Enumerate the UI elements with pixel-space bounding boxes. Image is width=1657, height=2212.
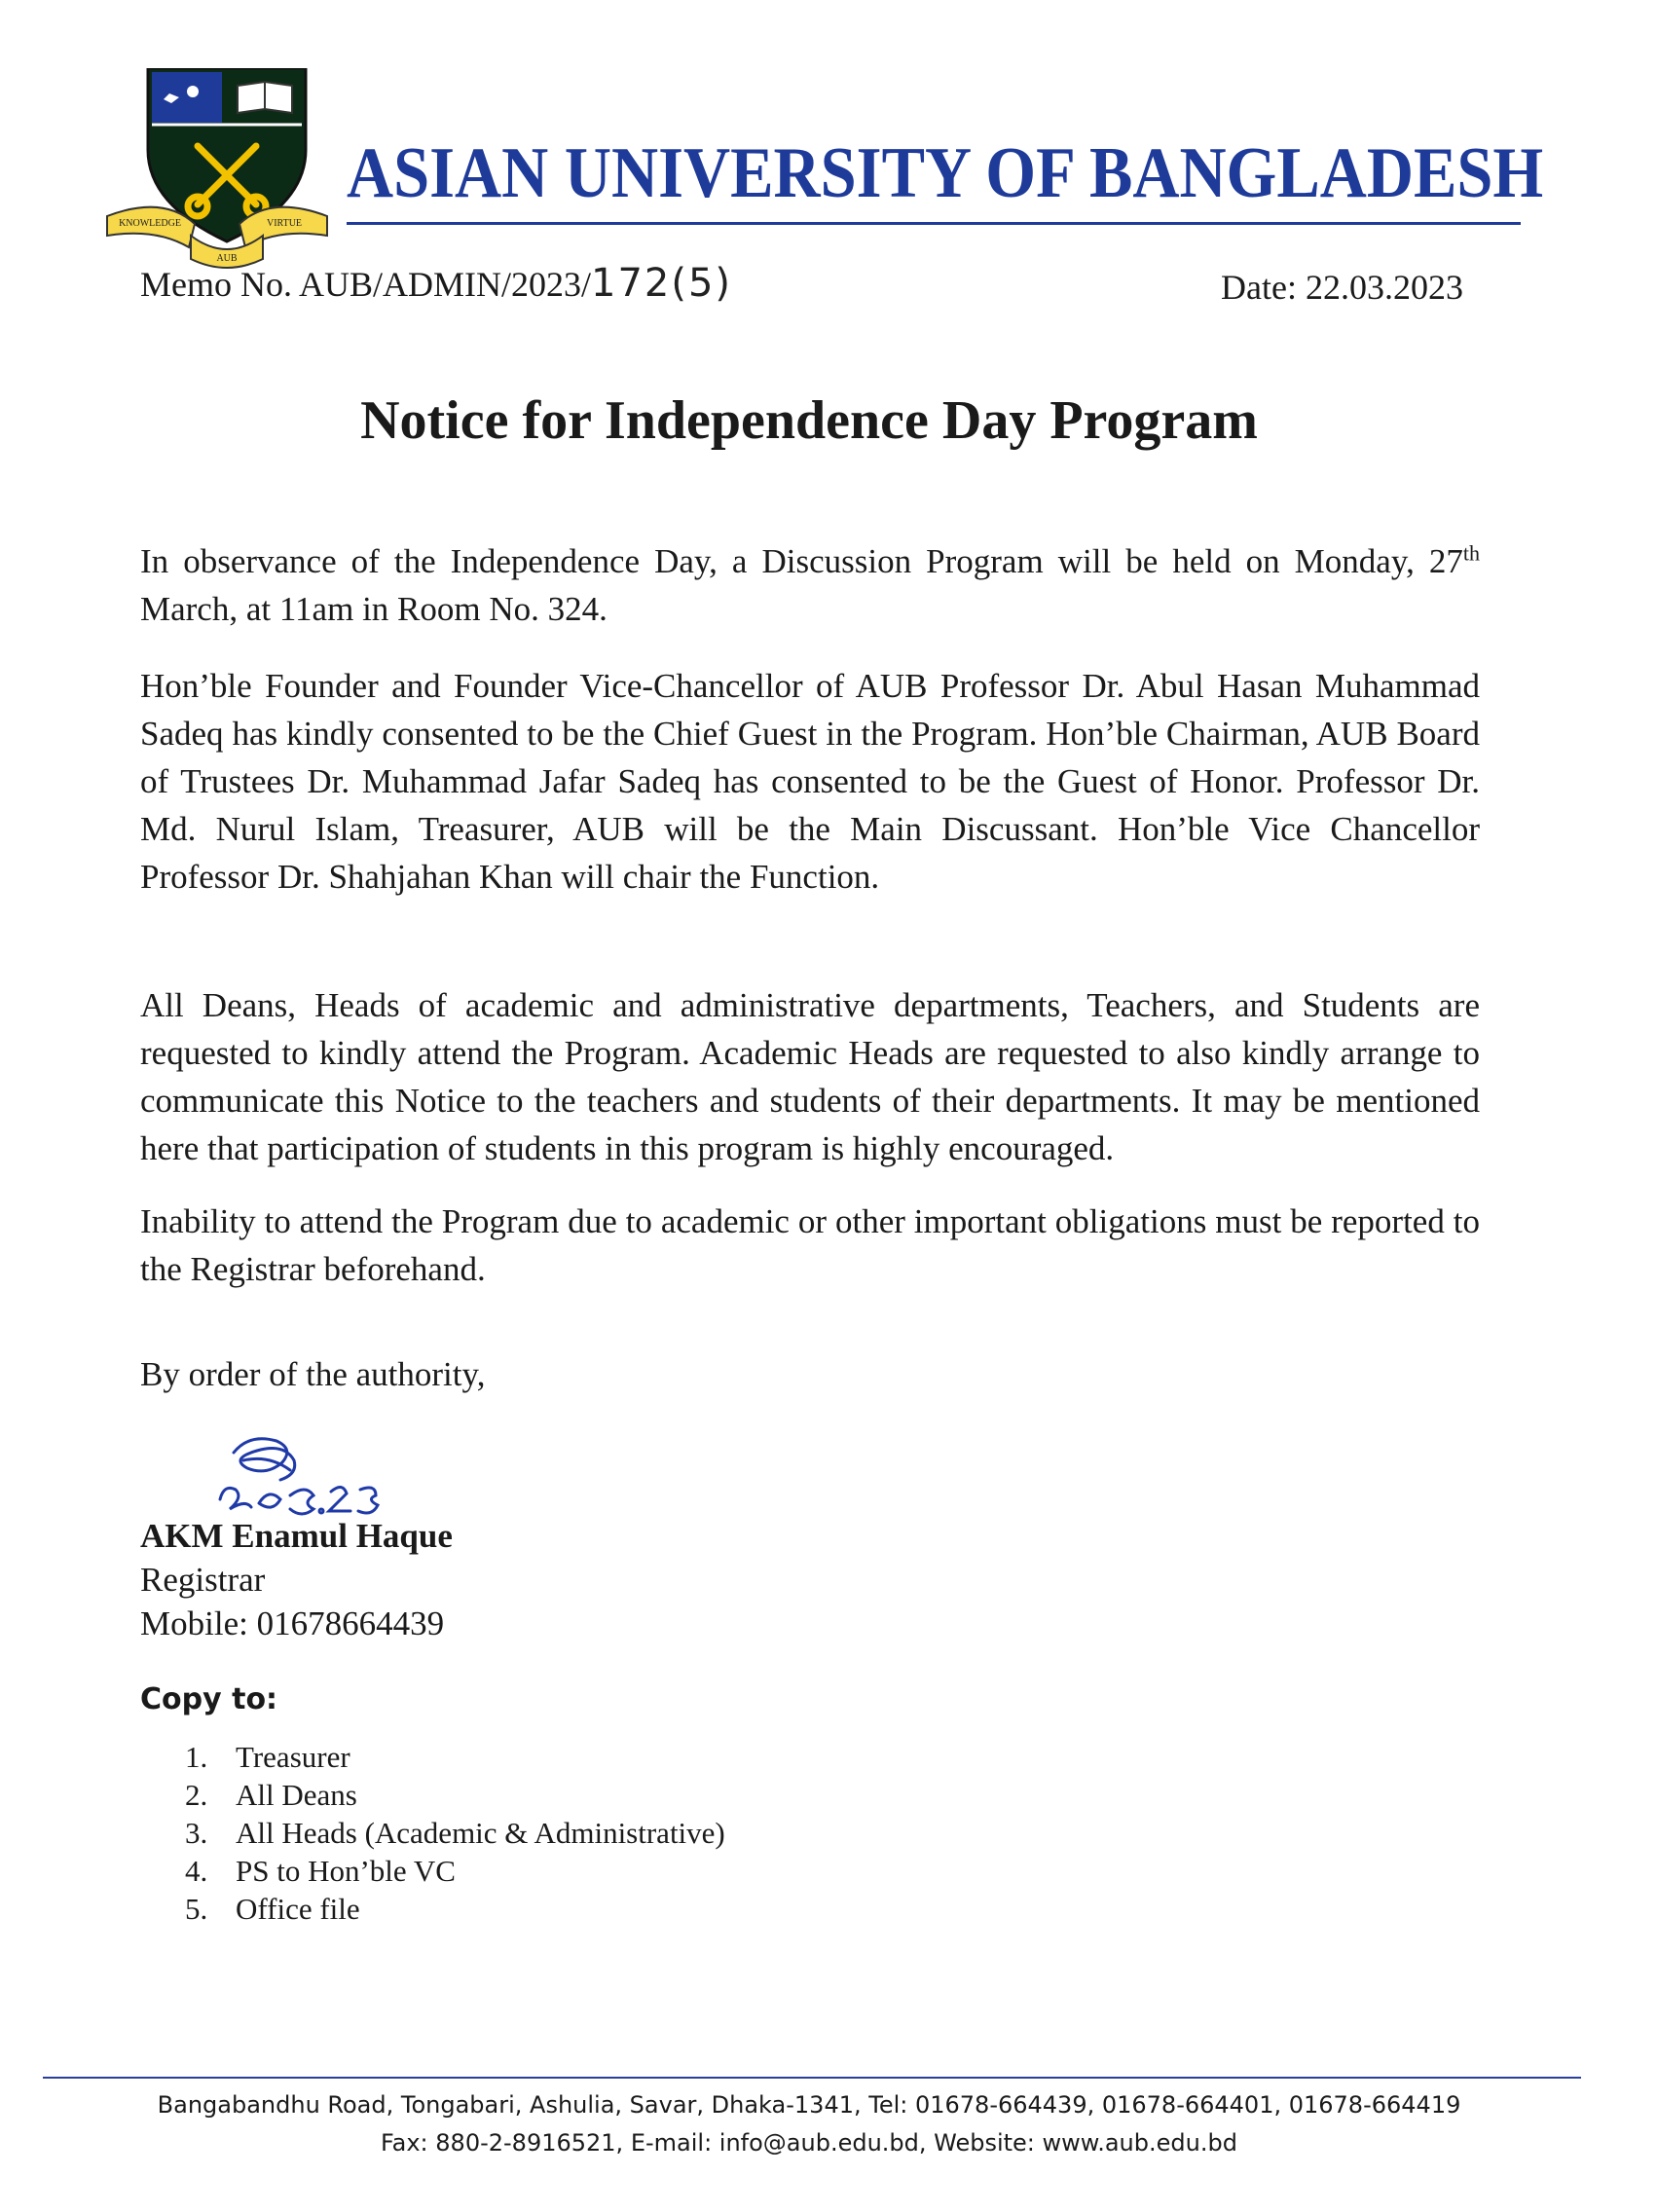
copy-to-item-text: All Deans bbox=[236, 1778, 357, 1812]
copy-to-item bbox=[185, 1776, 725, 1814]
copy-to-item-number: 3. bbox=[185, 1816, 208, 1850]
notice-paragraph-1 bbox=[140, 537, 1480, 633]
copy-to-heading: Copy to: bbox=[140, 1682, 278, 1716]
copy-to-item-number: 1. bbox=[185, 1740, 208, 1774]
notice-title: Notice for Independence Day Program bbox=[360, 390, 1258, 451]
crest-ribbon-right: VIRTUE bbox=[266, 218, 303, 229]
notice-paragraph-3: All Deans, Heads of academic and administrative departments, Teachers, and Students are requested to kindly attend the Program. Academic Heads are requested to also kindly arrange to communicate this Notice to the teachers and students of their departments. It may be mentioned here that participation of students in this program is highly encouraged. bbox=[140, 986, 1480, 1167]
university-name: ASIAN UNIVERSITY OF BANGLADESH bbox=[347, 133, 1544, 213]
notice-paragraph-2: Hon’ble Founder and Founder Vice-Chancellor of AUB Professor Dr. Abul Hasan Muhammad Sadeq has kindly consented to be the Chief Guest in the Program. Hon’ble Chairman, AUB Board of Trustees Dr. Muhammad Jafar Sadeq has consented to be the Guest of Honor. Professor Dr. Md. Nurul Islam, Treasurer, AUB will be the Main Discussant. Hon’ble Vice Chancellor Professor Dr. Shahjahan Khan will chair the Function. bbox=[140, 667, 1480, 896]
footer-address: Bangabandhu Road, Tongabari, Ashulia, Savar, Dhaka-1341, Tel: 01678-664439, 01678-664401, 01678-664419 bbox=[157, 2091, 1461, 2119]
header-rule bbox=[347, 222, 1521, 225]
signatory-role: Registrar bbox=[140, 1561, 266, 1599]
copy-to-item bbox=[185, 1890, 725, 1928]
notice-paragraph-4: Inability to attend the Program due to academic or other important obligations must be reported to the Registrar beforehand. bbox=[140, 1202, 1480, 1288]
copy-to-item-number: 4. bbox=[185, 1854, 208, 1888]
signatory-mobile: Mobile: 01678664439 bbox=[140, 1604, 445, 1642]
footer-rule bbox=[43, 2077, 1581, 2079]
crest-ribbon-left: KNOWLEDGE bbox=[119, 218, 181, 229]
copy-to-item bbox=[185, 1738, 725, 1776]
closing-line: By order of the authority, bbox=[140, 1355, 486, 1393]
copy-to-item-text: All Heads (Academic & Administrative) bbox=[236, 1816, 725, 1850]
copy-to-item-text: Office file bbox=[236, 1892, 360, 1926]
memo-date: Date: 22.03.2023 bbox=[1221, 268, 1463, 307]
copy-to-item-number: 5. bbox=[185, 1892, 208, 1926]
copy-to-list bbox=[185, 1738, 725, 1928]
signatory-name: AKM Enamul Haque bbox=[140, 1517, 453, 1555]
para1-text-b: March, at 11am in Room No. 324. bbox=[140, 590, 608, 628]
para1-superscript: th bbox=[1462, 540, 1480, 566]
memo-handwritten-number: 172(5) bbox=[591, 261, 733, 306]
copy-to-item-text: PS to Hon’ble VC bbox=[236, 1854, 456, 1888]
copy-to-item-text: Treasurer bbox=[236, 1740, 350, 1774]
memo-number bbox=[140, 261, 732, 306]
footer-contact: Fax: 880-2-8916521, E-mail: info@aub.edu.bd, Website: www.aub.edu.bd bbox=[381, 2129, 1237, 2157]
copy-to-item-number: 2. bbox=[185, 1778, 208, 1812]
para1-text-a: In observance of the Independence Day, a Discussion Program will be held on Monday, 27 bbox=[140, 542, 1463, 580]
university-crest-logo bbox=[105, 68, 329, 273]
copy-to-item bbox=[185, 1852, 725, 1890]
crest-ribbon-bottom: AUB bbox=[216, 253, 238, 264]
copy-to-item bbox=[185, 1814, 725, 1852]
memo-label: Memo No. AUB/ADMIN/2023/ bbox=[140, 265, 592, 304]
